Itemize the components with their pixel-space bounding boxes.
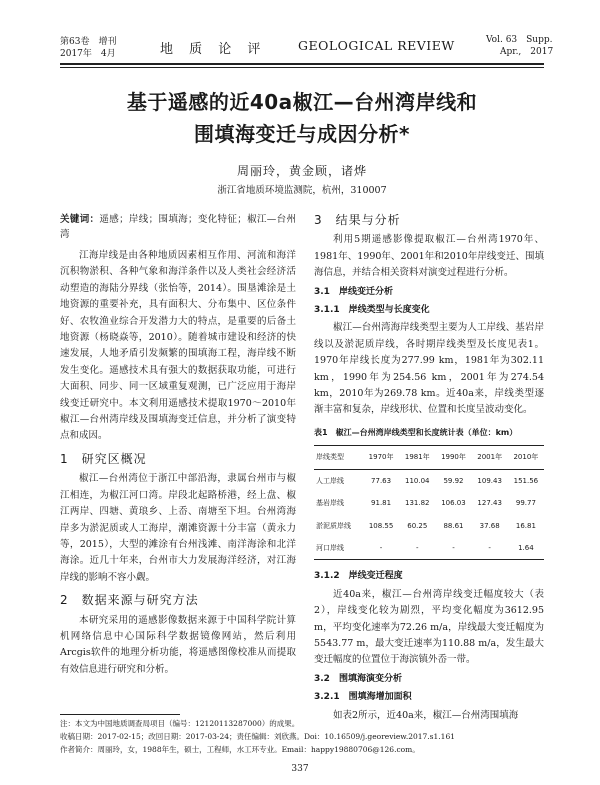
section-1-heading: 1 研究区概况: [60, 451, 147, 466]
section-3-2-1-heading: 3.2.1 围填海增加面积: [314, 692, 412, 703]
footnote-rule: [60, 714, 180, 715]
table-header-cell: 2001年: [477, 453, 503, 462]
section-3-1-2-paragraph: 近40a来，椒江—台州湾岸线变迁幅度较大（表2），岸线变化较为剧烈，平均变化幅度为3612.95 m，平均变化速率为72.26 m/a，岸线最大变迁幅度为5543.77 m，最大变迁速率为110.88 m/a，发生最大变迁幅度的位置位于海滨镇外岙一带。: [314, 588, 544, 666]
footnote-dates: 收稿日期：2017-02-15；改回日期：2017-03-24；责任编辑：刘欣燕。Doi：10.16509/j.georeview.2017.s1.161: [60, 732, 455, 741]
table-row: [314, 537, 544, 560]
table-cell: 60.25: [407, 521, 428, 530]
header-volume-block: [60, 36, 116, 60]
table-cell: 河口岸线: [316, 543, 344, 552]
table-cell: 淤泥质岸线: [316, 521, 351, 530]
header-year-cn: 2017年 4月: [60, 49, 116, 59]
table-cell: 77.63: [371, 476, 392, 485]
journal-name-cn: 地 质 论 评: [160, 42, 267, 57]
intro-paragraph: 江海岸线是由各种地质因素相互作用、河流和海洋沉积物淤积、各种气象和海洋条件以及人类社会经济活动塑造的海陆分界线（张怡等，2014）。围垦滩涂是土地资源的重要补充，具有面积大、分布集中、区位条件好、农牧渔业综合开发潜力大的特点，是重要的后备土地资源（杨晓焱等，2010）。随着城市建设和经济的快速发展，人地矛盾引发频繁的围填海工程，海岸线不断发生变化。遥感技术具有强大的数据获取功能，可进行大面积、同步、同一区域重复观测，已广泛应用于海岸线变迁研究中。本文利用遥感技术提取1970～2010年椒江—台州湾岸线及围填海变迁信息，并分析了演变特点和成因。: [60, 250, 296, 442]
table-cell: 151.56: [513, 476, 539, 485]
table-header-row: [314, 446, 544, 469]
keywords: [60, 212, 296, 242]
section-3-1-heading: 3.1 岸线变迁分析: [314, 286, 393, 297]
table-header-cell: 1990年: [441, 453, 466, 462]
table-cell: 127.43: [477, 499, 502, 508]
table-cell: 109.43: [477, 476, 502, 485]
header-volume-en-block: [486, 34, 553, 58]
affiliation: 浙江省地质环境监测院，杭州，310007: [217, 185, 387, 196]
section-2-heading: 2 数据来源与研究方法: [60, 593, 199, 608]
header-date-en: Apr., 2017: [500, 47, 554, 57]
table-cell: 1.64: [518, 543, 534, 552]
header-volume-en: Vol. 63 Supp.: [486, 35, 553, 45]
left-column: [60, 212, 296, 678]
table-cell: 16.81: [515, 521, 536, 530]
table-cell: 131.82: [405, 499, 430, 508]
header-rule-thin: [60, 67, 544, 68]
section-3-intro: 利用5期遥感影像提取椒江—台州湾1970年、1981年、1990年、2001年和2010年岸线变迁、围填海信息，并结合相关资料对演变过程进行分析。: [314, 234, 544, 279]
journal-name-en: GEOLOGICAL REVIEW: [298, 38, 455, 53]
section-2-paragraph: 本研究采用的遥感影像数据来源于中国科学院计算机网络信息中心国际科学数据镜像网站，然后利用Arcgis软件的地理分析功能，将遥感图像校准从而提取有效信息进行研究和分析。: [60, 614, 296, 675]
table-cell: -: [416, 543, 419, 552]
paper-title-line2: 围填海变迁与成因分析*: [194, 122, 410, 146]
header-volume-cn: 第63卷 增刊: [60, 37, 117, 47]
table-1-caption: 表1 椒江—台州湾岸线类型和长度统计表（单位：km）: [314, 427, 518, 437]
header-rule-thick: [60, 63, 544, 65]
table-row: [314, 469, 544, 492]
table-1-wrapper: [314, 445, 544, 560]
table-header-cell: 2010年: [513, 453, 539, 462]
section-3-1-1-heading: 3.1.1 岸线类型与长度变化: [314, 305, 430, 316]
section-3-2-1-paragraph: 如表2所示，近40a来，椒江—台州湾围填海: [333, 709, 519, 721]
page-number: 337: [291, 764, 309, 774]
table-cell: 108.55: [368, 521, 394, 530]
section-3-heading: 3 结果与分析: [314, 213, 401, 227]
table-cell: 91.81: [371, 499, 392, 508]
paper-title-line1: 基于遥感的近40a椒江—台州湾岸线和: [126, 90, 478, 114]
footnote-funding: 注：本文为中国地质调查局项目（编号：12120113287000）的成果。: [60, 719, 300, 728]
table-row: [314, 492, 544, 514]
table-cell: -: [379, 543, 383, 552]
table-cell: -: [488, 543, 491, 552]
section-3-2-heading: 3.2 围填海演变分析: [314, 673, 402, 684]
table-cell: 59.92: [443, 476, 464, 485]
table-header-cell: 1970年: [368, 453, 394, 462]
authors: 周丽玲，黄金顾，诸烨: [236, 164, 367, 178]
table-header-cell: 1981年: [404, 453, 430, 462]
footnote-author-bio: 作者简介：周丽玲，女，1988年生，硕士，工程师，水工环专业。Email：happy19880706@126.com。: [60, 745, 420, 754]
keywords-text: 遥感；岸线；围填海；变化特征；椒江—台州湾: [60, 214, 296, 240]
table-cell: 110.04: [405, 476, 430, 485]
table-row: [314, 515, 544, 537]
table-cell: 人工岸线: [316, 476, 344, 485]
table-cell: 37.68: [479, 521, 500, 530]
table-cell: 99.77: [515, 499, 536, 508]
table-cell: -: [452, 543, 455, 552]
right-column: [314, 212, 544, 724]
table-cell: 88.61: [443, 521, 464, 530]
table-cell: 106.03: [441, 499, 466, 508]
section-3-1-2-heading: 3.1.2 岸线变迁程度: [314, 571, 403, 582]
table-header-cell: 岸线类型: [316, 453, 344, 462]
section-1-paragraph: 椒江—台州湾位于浙江中部沿海，隶属台州市与椒江相连，为椒江河口湾。岸段北起路桥港，经上盘、椒江两岸、四塘、黄琅乡、上岙、南塘至下坦。台州湾海岸多为淤泥质或人工海岸，潮滩资源十分丰富（黄永力等，2015），大型的滩涂有台州浅滩、南洋海涂和北洋海涂。近几十年来，台州市大力发展海洋经济，对江海岸线的影响不容小觑。: [60, 473, 296, 583]
keywords-label: 关键词：: [60, 214, 100, 225]
table-1: [314, 445, 544, 560]
table-cell: 基岩岸线: [316, 499, 344, 508]
section-3-1-1-paragraph: 椒江—台州湾海岸线类型主要为人工岸线、基岩岸线以及淤泥质岸线，各时期岸线类型及长度见表1。1970年岸线长度为277.99 km，1981年为302.11 km，1990年为254.56 km，2001年为274.54 km，2010年为269.78 km。近40a来，岸线类型逐渐丰富和复杂，岸线形状、位置和长度呈波动变化。: [314, 322, 544, 416]
